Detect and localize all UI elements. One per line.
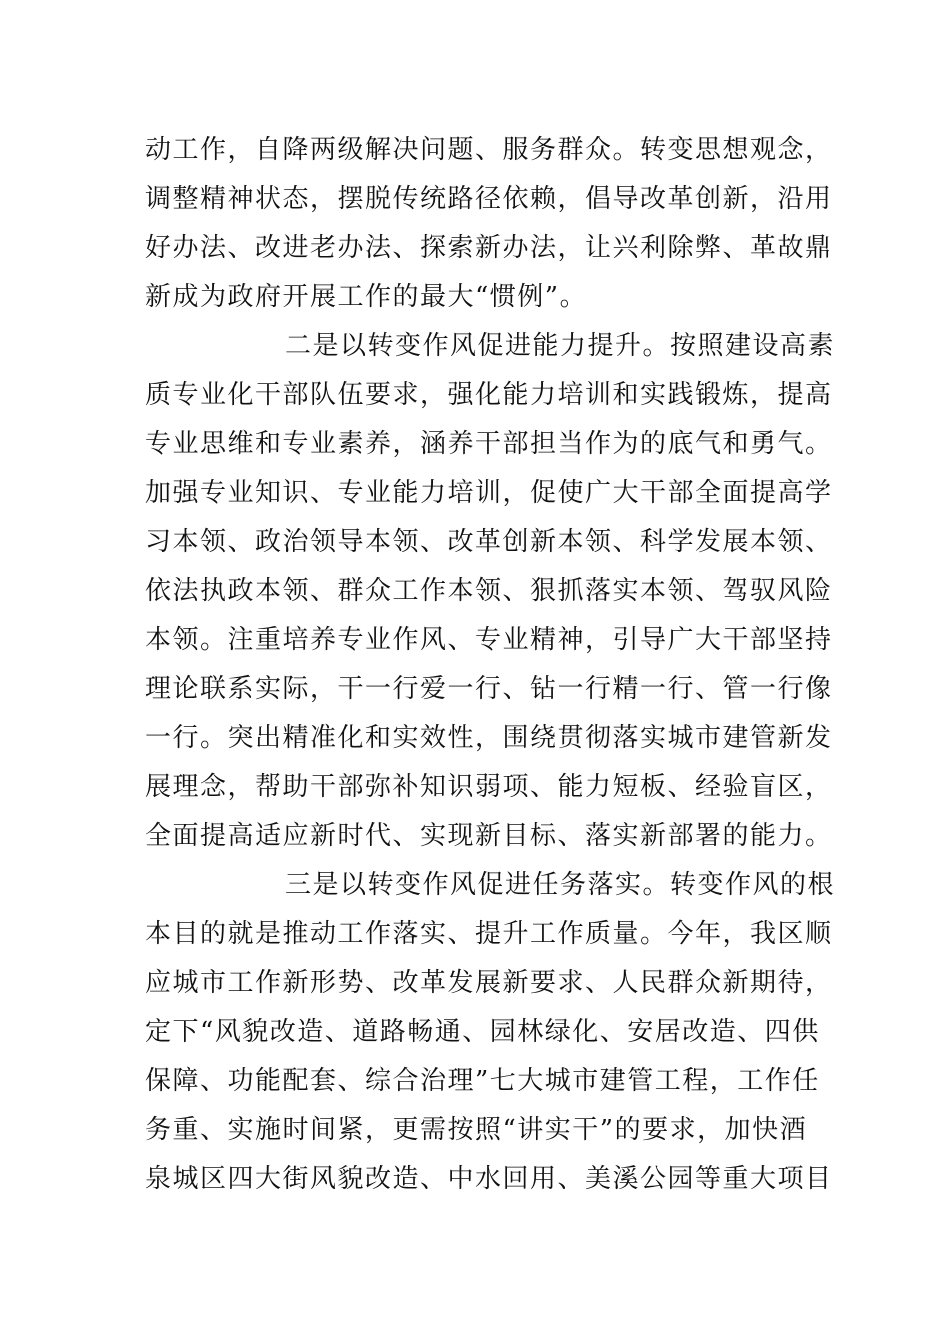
text-line: 泉城区四大街风貌改造、中水回用、美溪公园等重大项目 — [145, 1164, 833, 1194]
text-line: 保障、功能配套、综合治理”七大城市建管工程，工作任 — [145, 1066, 820, 1096]
text-line: 质专业化干部队伍要求，强化能力培训和实践锻炼，提高 — [145, 380, 833, 410]
text-line: 习本领、政治领导本领、改革创新本领、科学发展本领、 — [145, 527, 833, 557]
text-line: 展理念，帮助干部弥补知识弱项、能力短板、经验盲区， — [145, 772, 833, 802]
text-line: 务重、实施时间紧，更需按照“讲实干”的要求，加快酒 — [145, 1115, 808, 1145]
text-line: 一行。突出精准化和实效性，围绕贯彻落实城市建管新发 — [145, 723, 833, 753]
text-line: 理论联系实际，干一行爱一行、钻一行精一行、管一行像 — [145, 674, 833, 704]
text-line: 好办法、改进老办法、探索新办法，让兴利除弊、革故鼎 — [145, 233, 833, 263]
text-line: 新成为政府开展工作的最大“惯例”。 — [145, 282, 588, 312]
body-text — [145, 126, 836, 1204]
text-line: 本目的就是推动工作落实、提升工作质量。今年，我区顺 — [145, 919, 833, 949]
text-line: 全面提高适应新时代、实现新目标、落实新部署的能力。 — [145, 821, 833, 851]
text-line: 依法执政本领、群众工作本领、狠抓落实本领、驾驭风险 — [145, 576, 833, 606]
text-line: 加强专业知识、专业能力培训，促使广大干部全面提高学 — [145, 478, 833, 508]
text-line: 应城市工作新形势、改革发展新要求、人民群众新期待， — [145, 968, 833, 998]
text-line: 定下“风貌改造、道路畅通、园林绿化、安居改造、四供 — [145, 1017, 820, 1047]
paragraph-start-line: 二是以转变作风促进能力提升。按照建设高素 — [285, 331, 836, 361]
paragraph-start-line: 三是以转变作风促进任务落实。转变作风的根 — [285, 870, 836, 900]
text-line: 专业思维和专业素养，涵养干部担当作为的底气和勇气。 — [145, 429, 833, 459]
text-line: 动工作，自降两级解决问题、服务群众。转变思想观念， — [145, 135, 833, 165]
text-line: 调整精神状态，摆脱传统路径依赖，倡导改革创新，沿用 — [145, 184, 833, 214]
text-line: 本领。注重培养专业作风、专业精神，引导广大干部坚持 — [145, 625, 833, 655]
